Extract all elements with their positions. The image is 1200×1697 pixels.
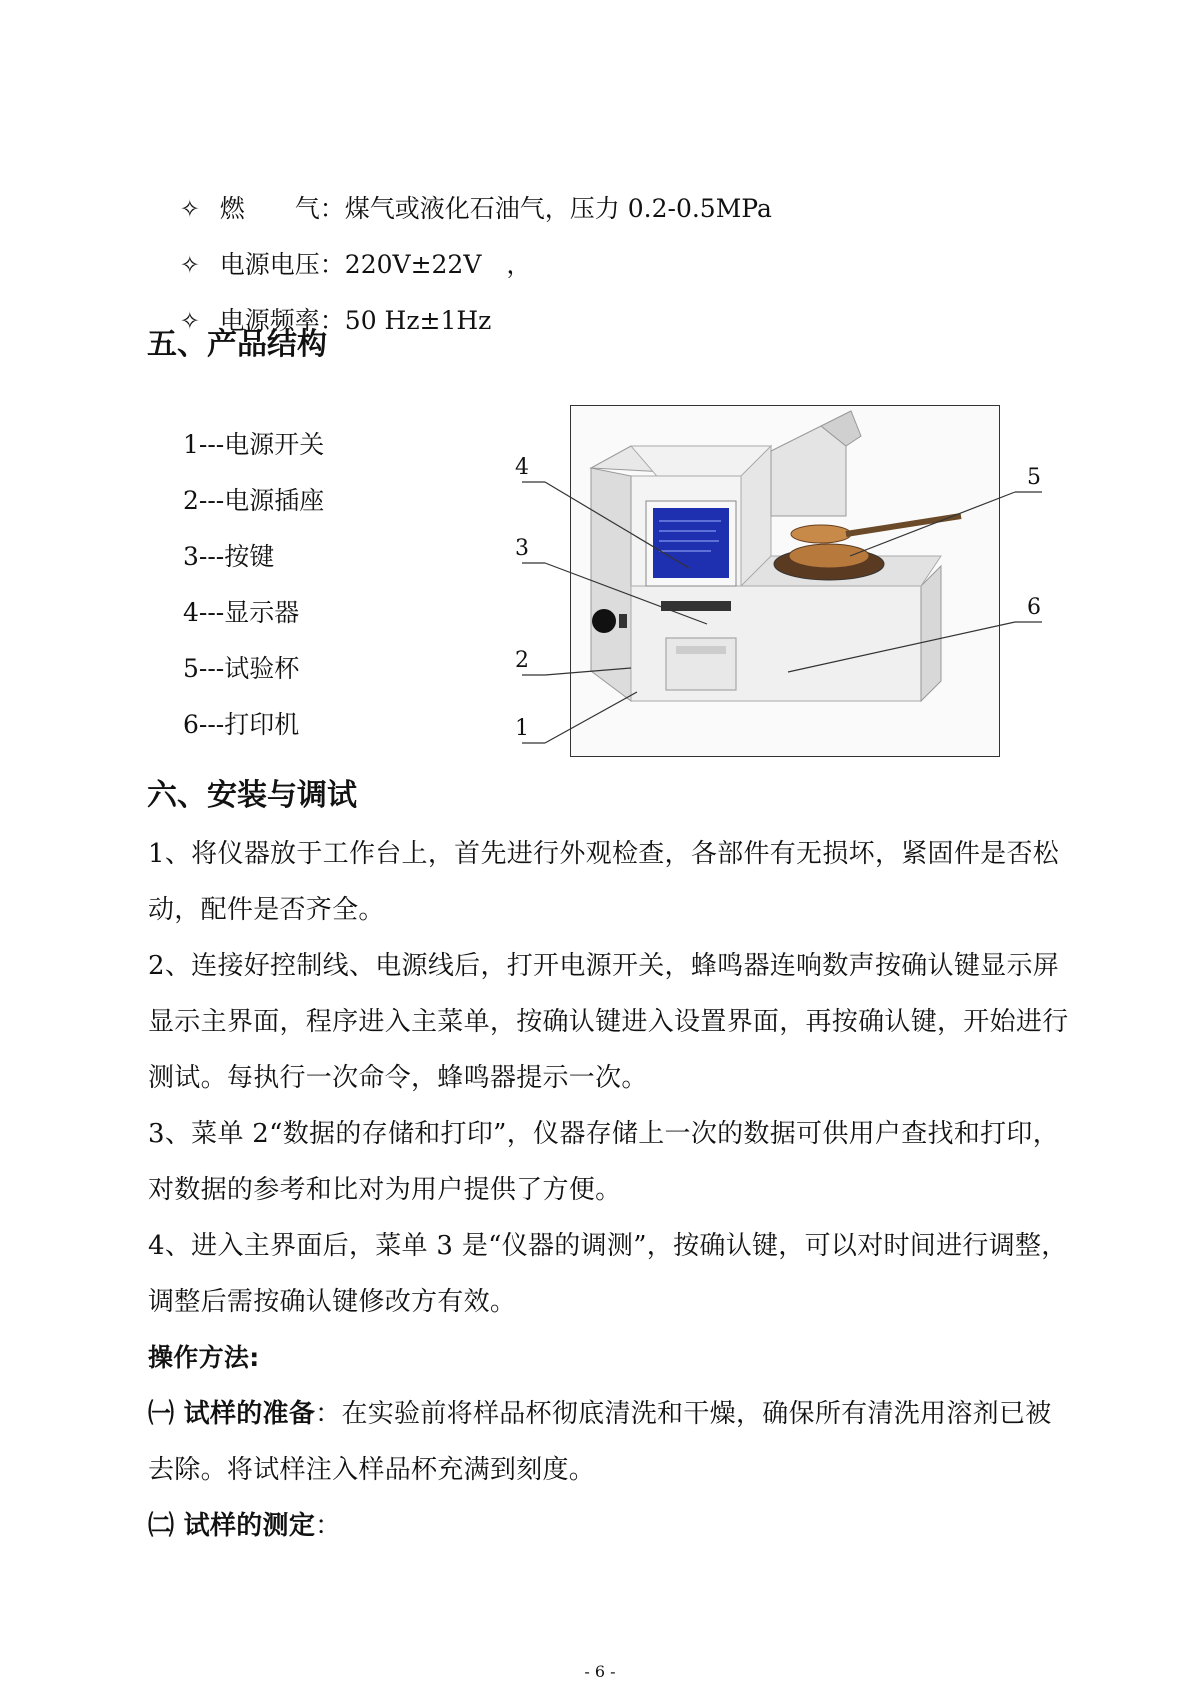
spec-fuel-text: 燃 气：煤气或液化石油气，压力 0.2-0.5MPa — [219, 194, 772, 223]
part-label-4: 4---显示器 — [183, 598, 300, 627]
operation-step-2 — [148, 1498, 1073, 1554]
page-number: - 6 - — [584, 1662, 616, 1681]
operation-step-1-title: ㈠ 试样的准备 — [148, 1399, 316, 1429]
diamond-bullet-icon: ✧ — [179, 307, 200, 335]
part-label-3: 3---按键 — [183, 542, 275, 571]
operation-step-2-title: ㈡ 试样的测定 — [148, 1511, 316, 1541]
part-label-2: 2---电源插座 — [183, 486, 325, 515]
operation-heading: 操作方法: — [148, 1343, 260, 1372]
part-label-5: 5---试验杯 — [183, 654, 300, 683]
callout-6: 6 — [1027, 595, 1041, 620]
part-label-1: 1---电源开关 — [183, 430, 325, 459]
operation-step-1 — [148, 1386, 1073, 1498]
spec-frequency-text: 电源频率：50 Hz±1Hz — [219, 306, 492, 335]
diamond-bullet-icon: ✧ — [179, 251, 200, 279]
install-step-1: 1、将仪器放于工作台上，首先进行外观检查，各部件有无损坏，紧固件是否松动，配件是否齐全。 — [148, 839, 1060, 925]
spec-voltage-text: 电源电压：220V±22V ， — [219, 250, 532, 279]
section5-heading: 五、产品结构 — [147, 327, 327, 362]
callout-3: 3 — [515, 536, 529, 561]
part-label-6: 6---打印机 — [183, 710, 300, 739]
install-step-4: 4、进入主界面后，菜单 3 是“仪器的调测”，按确认键，可以对时间进行调整，调整后需按确认键修改方有效。 — [148, 1231, 1068, 1317]
section6-heading: 六、安装与调试 — [147, 778, 357, 813]
diamond-bullet-icon: ✧ — [179, 195, 200, 223]
operation-step-2-text: ： — [315, 1511, 342, 1541]
callout-1: 1 — [515, 716, 529, 741]
install-step-3: 3、菜单 2“数据的存储和打印”，仪器存储上一次的数据可供用户查找和打印，对数据的参考和比对为用户提供了方便。 — [148, 1119, 1060, 1205]
operation-step-1-text: ：在实验前将样品杯彻底清洗和干燥，确保所有清洗用溶剂已被去除。将试样注入样品杯充满到刻度。 — [148, 1399, 1052, 1485]
callout-2: 2 — [515, 648, 529, 673]
callout-4: 4 — [515, 455, 529, 480]
callout-5: 5 — [1027, 465, 1041, 490]
install-step-2: 2、连接好控制线、电源线后，打开电源开关，蜂鸣器连响数声按确认键显示屏显示主界面，程序进入主菜单，按确认键进入设置界面，再按确认键，开始进行测试。每执行一次命令，蜂鸣器提示一次。 — [148, 951, 1069, 1093]
